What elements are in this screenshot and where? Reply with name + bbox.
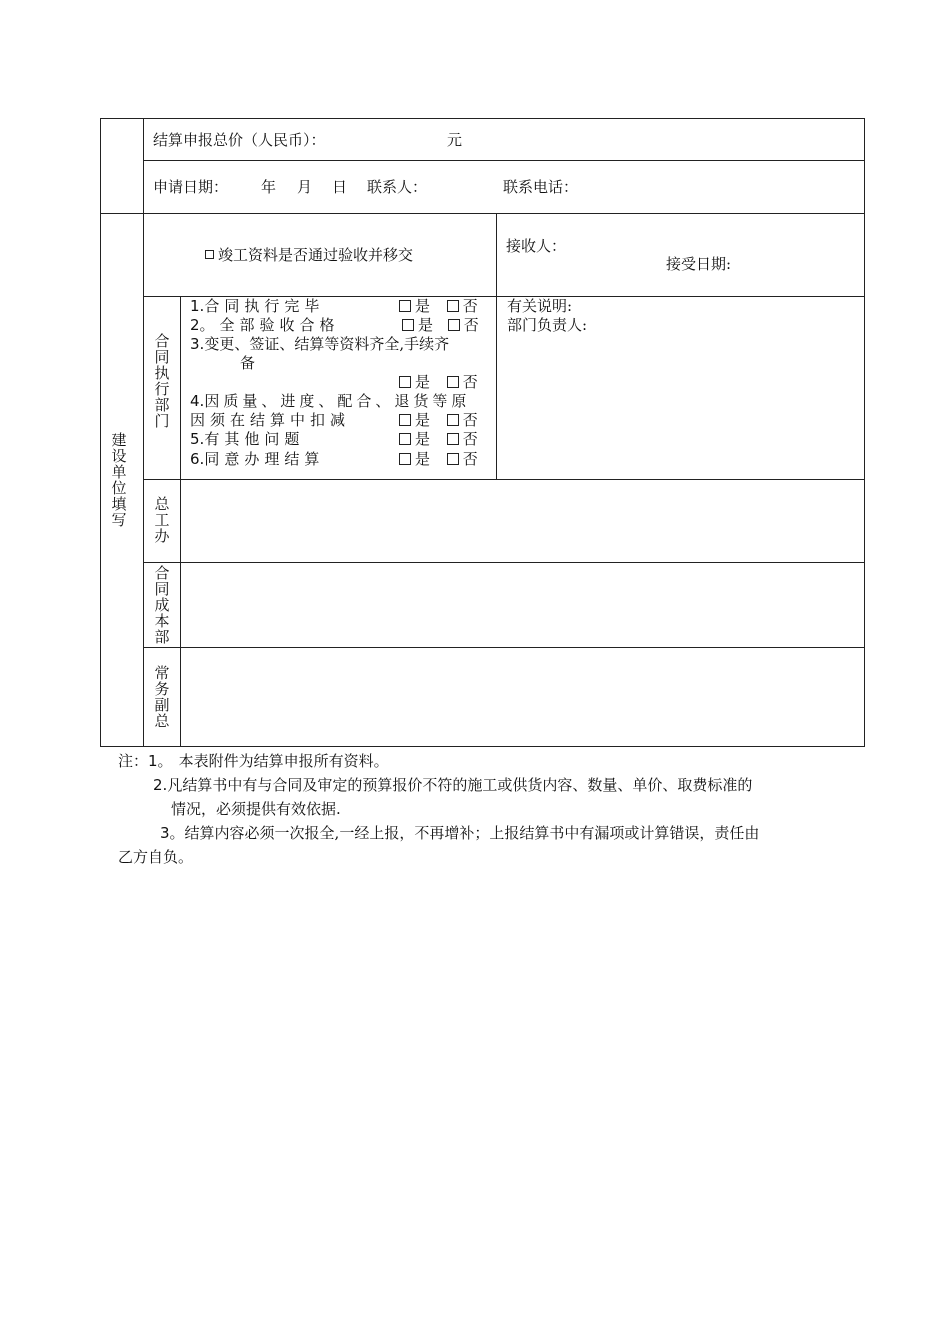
checkbox-icon[interactable] (399, 453, 411, 465)
table-divider-row2 (100, 213, 865, 214)
item-5-yes-no: 是 否 (399, 430, 478, 449)
checkbox-icon[interactable] (448, 319, 460, 331)
row-label-contract-cost-dept: 合 同 成 本 部 (154, 564, 170, 646)
checklist-item-2: 2。全部验收合格 (190, 316, 340, 334)
checkbox-icon[interactable] (447, 414, 459, 426)
item-4-yes-no: 是 否 (399, 411, 478, 430)
row-label-executive-vp: 常 务 副 总 (154, 664, 170, 730)
checklist-item-1: 1.合同执行完毕 (190, 297, 325, 315)
month-label: 月 (297, 178, 313, 196)
table-border-bottom (100, 746, 865, 747)
checkbox-icon[interactable] (447, 300, 459, 312)
table-border-top (100, 118, 865, 119)
checkbox-icon[interactable] (447, 433, 459, 445)
note-2-cont: 情况，必须提供有效依据. (171, 800, 341, 818)
total-price-label: 结算申报总价（人民币）： (153, 131, 326, 149)
checkbox-icon[interactable] (447, 376, 459, 388)
table-divider-row6 (143, 647, 865, 648)
currency-unit: 元 (447, 131, 463, 149)
table-divider-row1 (143, 160, 865, 161)
receive-date-label: 接受日期: (666, 255, 732, 273)
completion-docs-question: 竣工资料是否通过验收并移交 (205, 246, 413, 264)
checkbox-icon[interactable] (399, 414, 411, 426)
remarks-label: 有关说明: (507, 297, 573, 315)
item-1-yes-no: 是 否 (399, 297, 478, 316)
checklist-item-4: 4.因质量、进度、配合、退货等原 (190, 392, 471, 410)
phone-label: 联系电话： (503, 178, 579, 196)
table-divider-col2 (180, 296, 181, 747)
note-3: 3。结算内容必须一次报全,一经上报，不再增补；上报结算书中有漏项或计算错误，责任由 (160, 824, 760, 842)
checklist-item-4-cont: 因须在结算中扣减 (190, 411, 351, 429)
note-2: 2.凡结算书中有与合同及审定的预算报价不符的施工或供货内容、数量、单价、取费标准的 (153, 776, 753, 794)
checkbox-icon[interactable] (399, 433, 411, 445)
table-divider-row5 (143, 562, 865, 563)
checklist-item-6: 6.同意办理结算 (190, 450, 325, 468)
section-label-construction-unit: 建 设 单 位 填 写 (111, 431, 127, 529)
note-3-cont: 乙方自负。 (118, 848, 194, 866)
dept-head-label: 部门负责人: (507, 316, 588, 334)
checklist-item-5: 5.有其他问题 (190, 430, 305, 448)
item-2-yes-no: 是 否 (402, 316, 479, 335)
item-6-yes-no: 是 否 (399, 450, 478, 469)
contract-dept-label: 合 同 执 行 部 门 (154, 332, 170, 430)
checkbox-icon[interactable] (205, 250, 214, 259)
checklist-item-3: 3.变更、签证、结算等资料齐全,手续齐 (190, 335, 450, 353)
row-label-chief-engineer-office: 总 工 办 (154, 495, 170, 545)
checkbox-icon[interactable] (399, 376, 411, 388)
table-divider-row4 (143, 479, 865, 480)
day-label: 日 (332, 178, 348, 196)
year-label: 年 (261, 178, 277, 196)
checkbox-icon[interactable] (402, 319, 414, 331)
contact-label: 联系人： (367, 178, 428, 196)
item-3-yes-no: 是 否 (399, 373, 478, 392)
checklist-item-3-cont: 备 (240, 354, 256, 372)
checkbox-icon[interactable] (447, 453, 459, 465)
table-divider-mid (496, 213, 497, 479)
receiver-label: 接收人： (506, 237, 567, 255)
note-1: 注：1。 本表附件为结算申报所有资料。 (118, 752, 389, 770)
apply-date-label: 申请日期： (153, 178, 229, 196)
checkbox-icon[interactable] (399, 300, 411, 312)
